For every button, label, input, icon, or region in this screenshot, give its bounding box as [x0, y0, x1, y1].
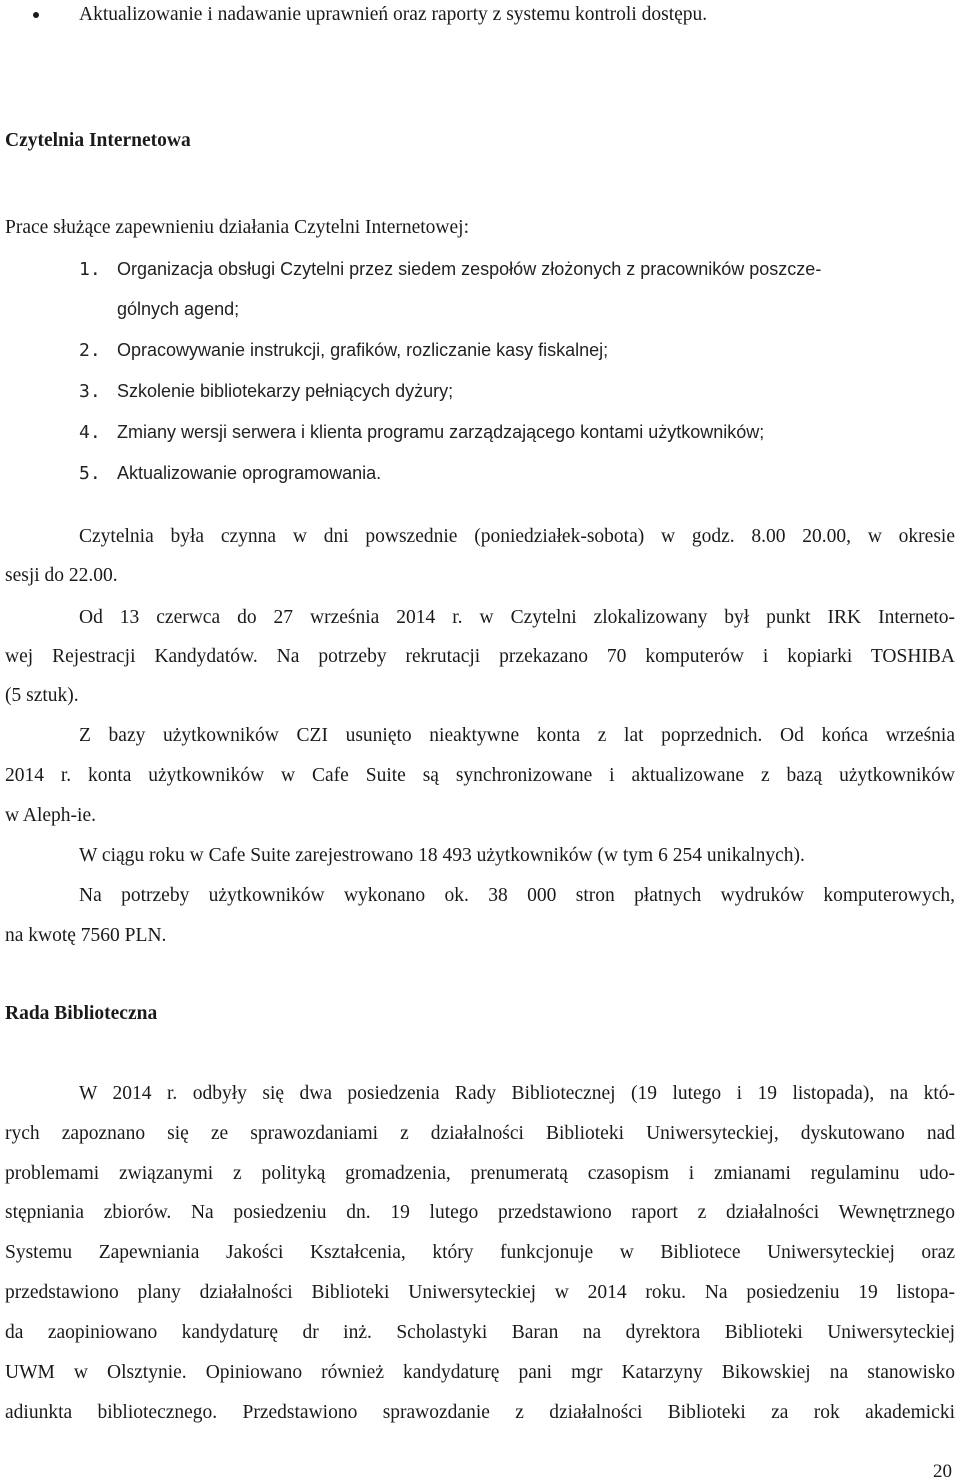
rada-line-3: problemami związanymi z polityką gromadzenia, prenumeratą czasopism i zmianami regulaminu udo- [5, 1163, 955, 1184]
paragraph-hours-line-1: Czytelnia była czynna w dni powszednie (poniedziałek-sobota) w godz. 8.00 20.00, w okresie [79, 526, 955, 547]
section-intro: Prace służące zapewnieniu działania Czytelni Internetowej: [5, 217, 469, 238]
rada-line-1: W 2014 r. odbyły się dwa posiedzenia Rady Bibliotecznej (19 lutego i 19 listopada), na któ- [79, 1083, 955, 1104]
list-item-1 [79, 257, 821, 282]
list-item-4 [79, 420, 764, 445]
rada-line-8: UWM w Olsztynie. Opiniowano również kandydaturę pani mgr Katarzyny Bikowskiej na stanowisko [5, 1362, 955, 1383]
list-number: 3. [79, 381, 101, 402]
paragraph-irk-line-1: Od 13 czerwca do 27 września 2014 r. w Czytelni zlokalizowany był punkt IRK Internetо- [79, 607, 955, 628]
section-heading-rada: Rada Biblioteczna [5, 1003, 158, 1024]
list-number: 1. [79, 259, 101, 280]
list-item-2 [79, 338, 608, 363]
bullet-dot-icon [33, 12, 39, 18]
list-item-5 [79, 461, 381, 486]
list-number: 5. [79, 463, 101, 484]
list-text: Organizacja obsługi Czytelni przez siedem zespołów złożonych z pracowników poszcze- [117, 259, 822, 279]
paragraph-printouts-line-2: na kwotę 7560 PLN. [5, 925, 167, 946]
paragraph-irk-line-3: (5 sztuk). [5, 685, 79, 706]
list-item-1-continued: gólnych agend; [117, 299, 240, 319]
section-heading-czytelnia: Czytelnia Internetowa [5, 130, 191, 151]
page-number: 20 [933, 1461, 952, 1482]
list-text: Aktualizowanie oprogramowania. [117, 463, 382, 483]
rada-line-5: Systemu Zapewniania Jakości Kształcenia, który funkcjonuje w Bibliotece Uniwersyteckiej oraz [5, 1242, 955, 1263]
rada-line-7: da zaopiniowano kandydaturę dr inż. Scholastyki Baran na dyrektora Biblioteki Uniwersyteckiej [5, 1322, 955, 1343]
paragraph-czi-line-3: w Aleph-ie. [5, 805, 96, 826]
rada-line-9: adiunkta bibliotecznego. Przedstawiono sprawozdanie z działalności Biblioteki za rok akademicki [5, 1402, 955, 1423]
list-number: 2. [79, 340, 101, 361]
paragraph-cafe-suite: W ciągu roku w Cafe Suite zarejestrowano 18 493 użytkowników (w tym 6 254 unikalnych). [79, 845, 805, 866]
list-number: 4. [79, 422, 101, 443]
bullet-text: Aktualizowanie i nadawanie uprawnień oraz raporty z systemu kontroli dostępu. [79, 4, 708, 25]
rada-line-2: rych zapoznano się ze sprawozdaniami z działalności Biblioteki Uniwersyteckiej, dyskutowano nad [5, 1123, 955, 1144]
list-text: Zmiany wersji serwera i klienta programu zarządzającego kontami użytkowników; [117, 422, 765, 442]
rada-line-4: stępniania zbiorów. Na posiedzeniu dn. 19 lutego przedstawiono raport z działalności Wewnętrznego [5, 1202, 955, 1223]
paragraph-czi-line-1: Z bazy użytkowników CZI usunięto nieaktywne konta z lat poprzednich. Od końca września [79, 725, 955, 746]
paragraph-hours-line-2: sesji do 22.00. [5, 565, 118, 586]
paragraph-czi-line-2: 2014 r. konta użytkowników w Cafe Suite są synchronizowane i aktualizowane z bazą użytkowników [5, 765, 955, 786]
paragraph-irk-line-2: wej Rejestracji Kandydatów. Na potrzeby rekrutacji przekazano 70 komputerów i kopiarki TOSHIBA [5, 646, 955, 667]
rada-line-6: przedstawiono plany działalności Biblioteki Uniwersyteckiej w 2014 roku. Na posiedzeniu 19 listopa- [5, 1282, 955, 1303]
list-text: Szkolenie bibliotekarzy pełniących dyżury; [117, 381, 454, 401]
list-text: Opracowywanie instrukcji, grafików, rozliczanie kasy fiskalnej; [117, 340, 609, 360]
list-item-3 [79, 379, 453, 404]
paragraph-printouts-line-1: Na potrzeby użytkowników wykonano ok. 38 000 stron płatnych wydruków komputerowych, [79, 885, 955, 906]
